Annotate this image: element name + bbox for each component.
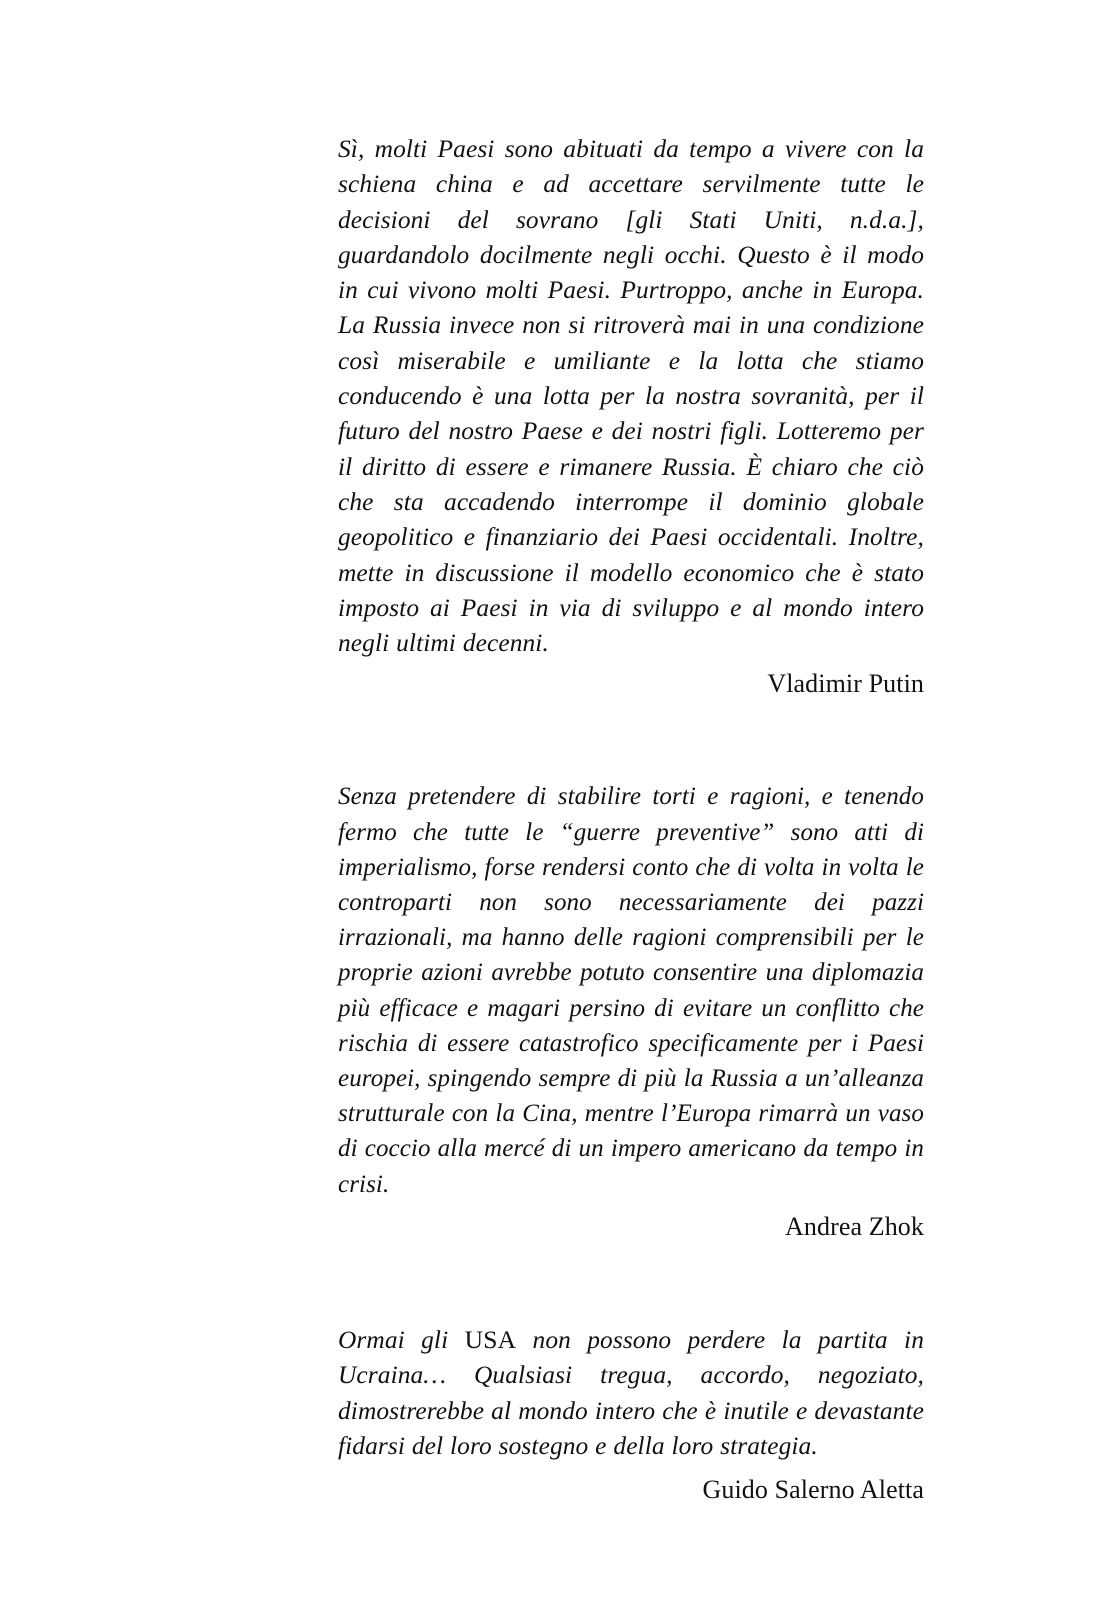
epigraph-content	[338, 132, 924, 1507]
quote-text-smallcaps-usa: USA	[464, 1324, 517, 1354]
quote-text-rest: non possono perdere la partita in Ucraina… Qualsiasi tregua, accordo, negoziato, dimostrerebbe al mondo intero che è inutile e devastante fidarsi del loro sostegno e della loro strategia.	[338, 1325, 925, 1461]
quote-attribution: Vladimir Putin	[767, 669, 924, 699]
quote-text: Senza pretendere di stabilire torti e ragioni, e tenendo fermo che tutte le “guerre preventive” sono atti di imperialismo, forse rendersi conto che di volta in volta le controparti non sono necessariamente dei pazzi irrazionali, ma hanno delle ragioni comprensibili per le proprie azioni avrebbe potuto consentire una diplomazia più efficace e magari persino di evitare un conflitto che rischia di essere catastrofico specificamente per i Paesi europei, spingendo sempre di più la Russia a un’alleanza strutturale con la Cina, mentre l’Europa rimarrà un vaso di coccio alla mercé di un impero americano da tempo in crisi.	[338, 783, 924, 1198]
quote-text-lead: Ormai gli	[338, 1325, 465, 1354]
quote-text	[338, 1322, 924, 1465]
epigraph-block	[338, 1322, 924, 1507]
quote-attribution: Guido Salerno Aletta	[702, 1474, 924, 1504]
quote-attribution: Andrea Zhok	[785, 1211, 924, 1241]
quote-text: Sì, molti Paesi sono abituati da tempo a vivere con la schiena china e ad accettare servilmente tutte le decisioni del sovrano [gli Stati Uniti, n.d.a.], guardandolo docilmente negli occhi. Questo è il modo in cui vivono molti Paesi. Purtroppo, anche in Europa. La Russia invece non si ritroverà mai in una condizione così miserabile e umiliante e la lotta che stiamo conducendo è una lotta per la nostra sovranità, per il futuro del nostro Paese e dei nostri figli. Lotteremo per il diritto di essere e rimanere Russia. È chiaro che ciò che sta accadendo interrompe il dominio globale geopolitico e finanziario dei Paesi occidentali. Inoltre, mette in discussione il modello economico che è stato imposto ai Paesi in via di sviluppo e al mondo intero negli ultimi decenni.	[338, 135, 924, 658]
epigraph-block	[338, 779, 924, 1243]
epigraph-block	[338, 132, 924, 701]
